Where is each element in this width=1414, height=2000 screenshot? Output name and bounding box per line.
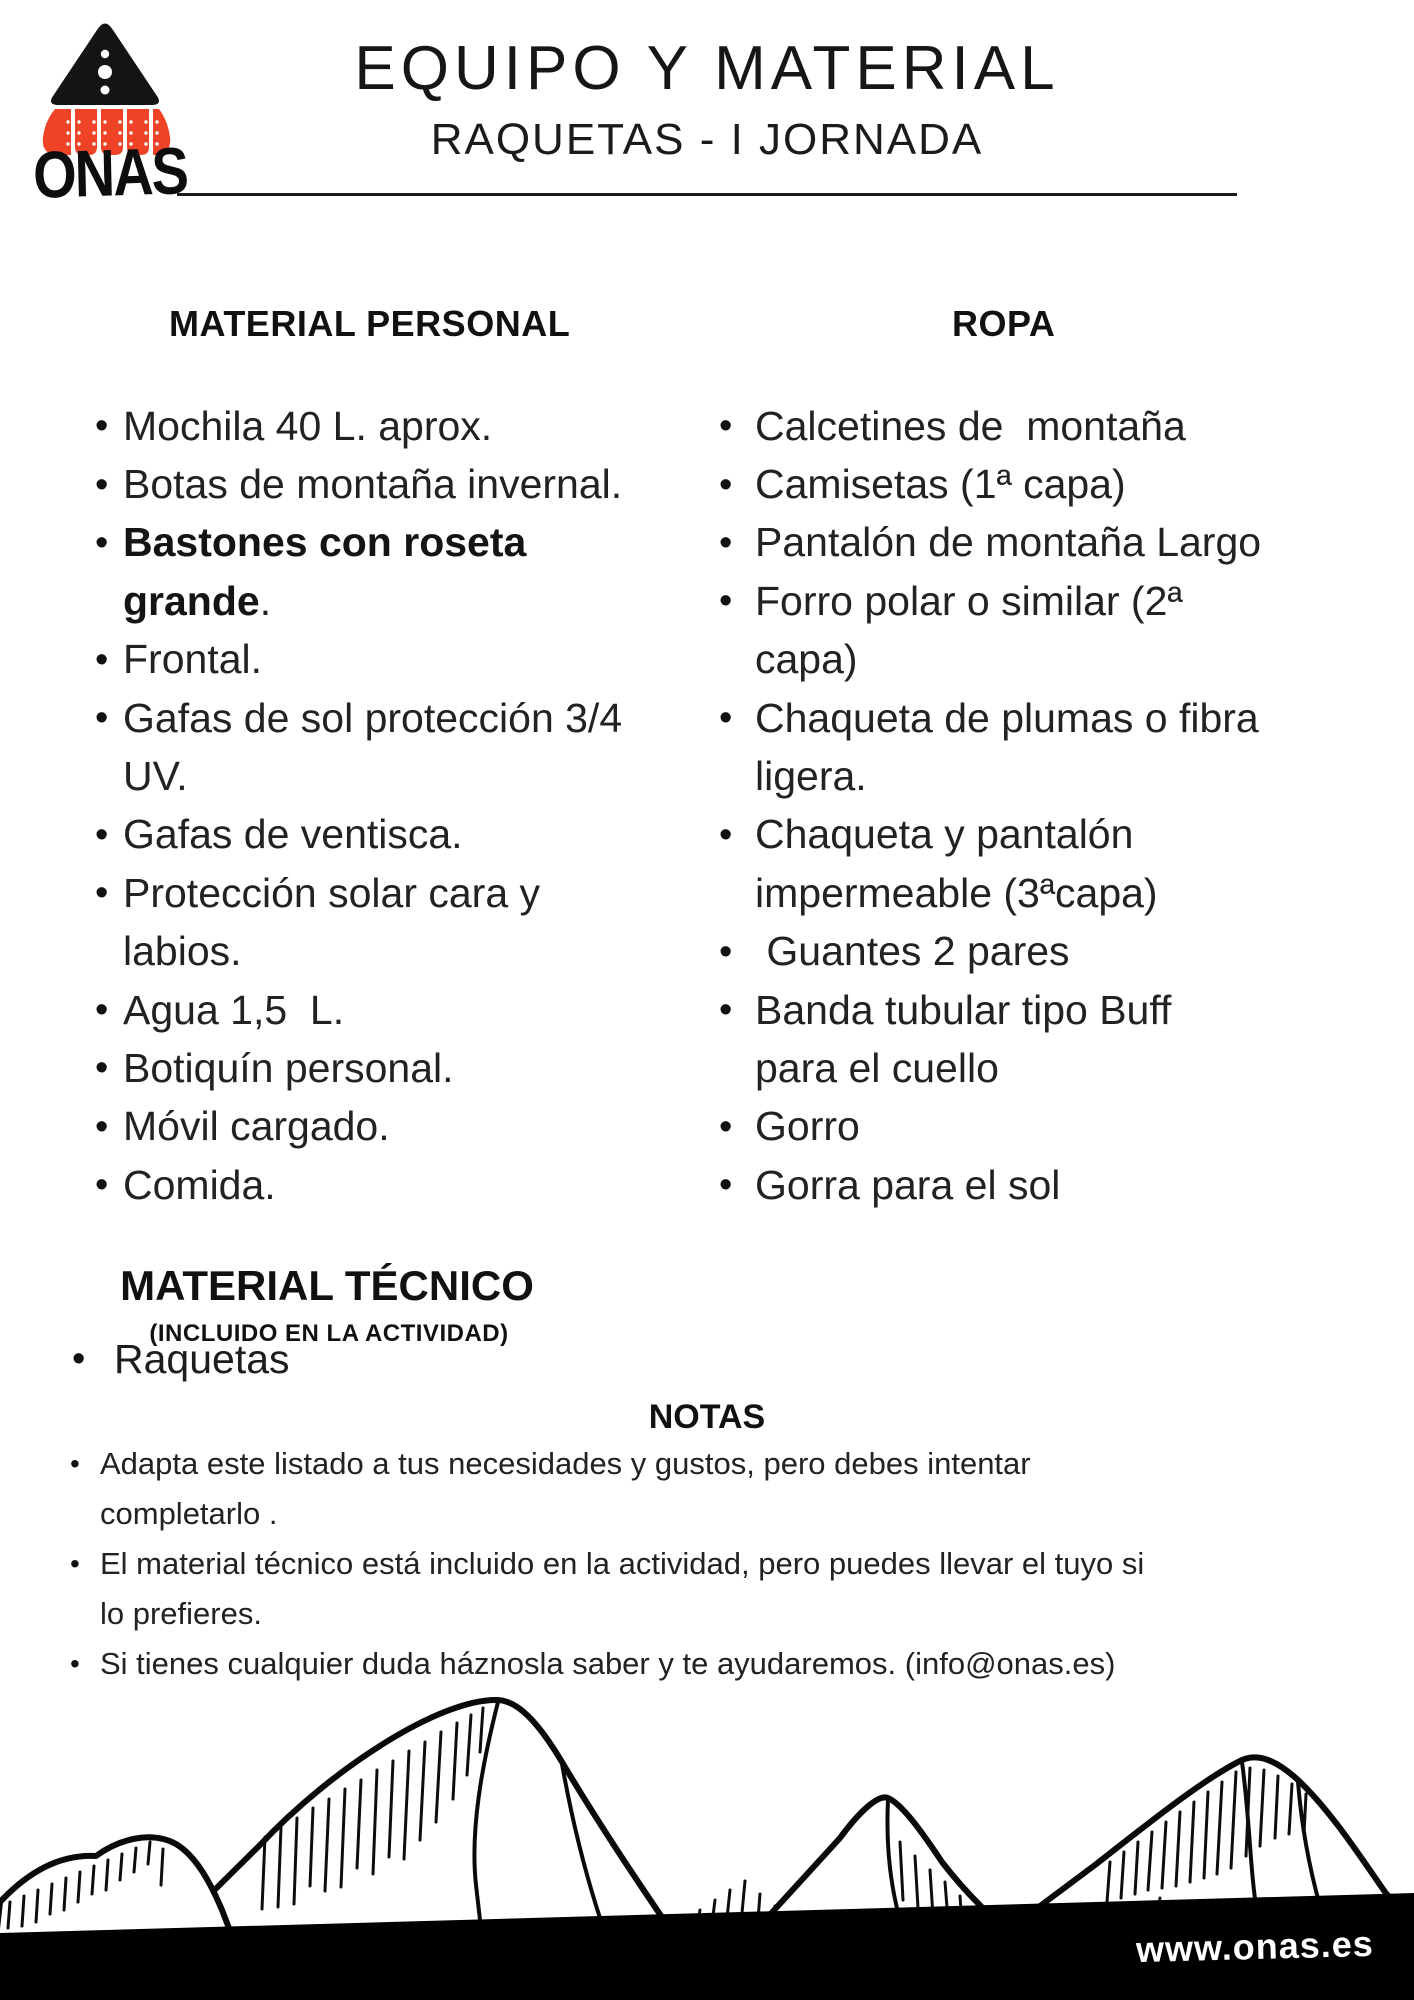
list-item: • Gorro — [719, 1103, 860, 1150]
onas-logo — [30, 14, 190, 213]
material-tecnico-subheader: (INCLUIDO EN LA ACTIVIDAD) — [149, 1320, 509, 1347]
bullet-icon: • — [95, 872, 109, 915]
section-header-material-personal: MATERIAL PERSONAL — [169, 303, 571, 344]
section-header-material-tecnico: MATERIAL TÉCNICO — [120, 1262, 534, 1309]
bullet-icon: • — [95, 1105, 109, 1148]
list-item: • Chaqueta de plumas o fibra — [719, 694, 1259, 741]
note-item: • Si tienes cualquier duda háznosla saber y te ayudaremos. (info@onas.es) — [70, 1646, 1116, 1681]
list-item: • Botiquín personal. — [95, 1044, 454, 1091]
bullet-icon: • — [70, 1648, 80, 1679]
bullet-icon: • — [95, 638, 109, 681]
list-item: • Comida. — [95, 1161, 276, 1208]
bullet-icon: • — [719, 521, 733, 564]
bullet-icon: • — [70, 1448, 80, 1479]
list-item: • Gafas de ventisca. — [95, 811, 463, 858]
list-item: • Camisetas (1ª capa) — [719, 461, 1126, 508]
footer-url: www.onas.es — [1135, 1922, 1375, 1971]
list-item-continuation: UV. — [123, 753, 188, 800]
bullet-icon: • — [95, 405, 109, 448]
bullet-icon: • — [719, 1105, 733, 1148]
list-item: • Banda tubular tipo Buff — [719, 986, 1172, 1033]
ropa-list — [719, 397, 1261, 1214]
list-item-continuation: impermeable (3ªcapa) — [755, 869, 1158, 916]
bullet-icon: • — [719, 1164, 733, 1207]
bullet-icon: • — [70, 1548, 80, 1579]
list-item: • Móvil cargado. — [95, 1103, 390, 1150]
list-item: • Calcetines de montaña — [719, 402, 1186, 449]
list-item: • Agua 1,5 L. — [95, 986, 345, 1033]
list-item-continuation: labios. — [123, 928, 242, 975]
bullet-icon: • — [719, 463, 733, 506]
page-subtitle: RAQUETAS - I JORNADA — [430, 115, 984, 165]
bullet-icon: • — [95, 989, 109, 1032]
list-item: • Gafas de sol protección 3/4 — [95, 694, 623, 741]
list-item: • Frontal. — [95, 636, 262, 683]
bullet-icon: • — [719, 580, 733, 623]
list-item-continuation: grande . — [123, 577, 272, 624]
section-header-ropa: ROPA — [952, 303, 1056, 344]
masthead — [177, 36, 1237, 196]
bullet-icon: • — [95, 1164, 109, 1207]
bullet-icon: • — [719, 697, 733, 740]
bullet-icon: • — [719, 930, 733, 973]
bullet-icon: • — [95, 521, 109, 564]
material-personal-list — [95, 397, 622, 1214]
list-item: • Guantes 2 pares — [719, 928, 1070, 975]
list-item: • Protección solar cara y — [95, 869, 541, 916]
list-item: • Chaqueta y pantalón — [719, 811, 1134, 858]
note-item-continuation: completarlo . — [100, 1496, 278, 1531]
list-item: • Raquetas — [72, 1335, 290, 1382]
list-item: • Forro polar o similar (2ª — [719, 577, 1183, 624]
list-item: • Pantalón de montaña Largo — [719, 519, 1262, 566]
list-item-continuation: ligera. — [755, 753, 867, 800]
note-item-continuation: lo prefieres. — [100, 1596, 262, 1631]
bullet-icon: • — [95, 813, 109, 856]
logo-wordmark: ONAS — [32, 132, 188, 213]
note-item: • El material técnico está incluido en la actividad, pero puedes llevar el tuyo si — [70, 1546, 1145, 1581]
list-item: • Gorra para el sol — [719, 1161, 1061, 1208]
list-item: • Bastones con roseta — [95, 519, 527, 566]
bullet-icon: • — [95, 1047, 109, 1090]
bullet-icon: • — [72, 1338, 86, 1381]
bullet-icon: • — [719, 813, 733, 856]
list-item: • Mochila 40 L. aprox. — [95, 402, 493, 449]
list-item: • Botas de montaña invernal. — [95, 461, 623, 508]
section-header-notas: NOTAS — [648, 1398, 766, 1436]
bullet-icon: • — [719, 989, 733, 1032]
bullet-icon: • — [95, 463, 109, 506]
bullet-icon: • — [719, 405, 733, 448]
list-item-continuation: capa) — [755, 636, 858, 683]
bullet-icon: • — [95, 697, 109, 740]
page-title: EQUIPO Y MATERIAL — [354, 34, 1060, 103]
list-item-continuation: para el cuello — [755, 1044, 999, 1091]
note-item: • Adapta este listado a tus necesidades y gustos, pero debes intentar — [70, 1446, 1031, 1481]
notas-list — [70, 1439, 1144, 1689]
